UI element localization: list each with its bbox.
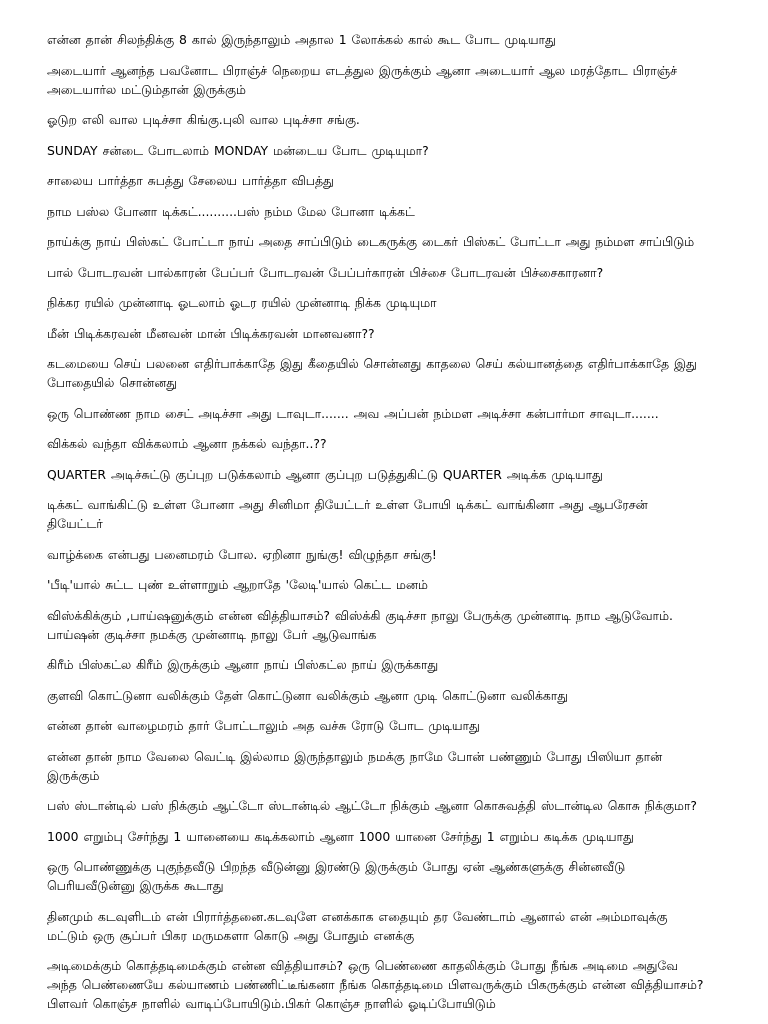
joke-paragraph-10: மீன் பிடிக்கரவன் மீனவன் மான் பிடிக்கரவன் மானவனா?? bbox=[47, 325, 375, 341]
joke-paragraph-19: கிரீம் பிஸ்கட்ல கிரீம் இருக்கும் ஆனா நாய் பிஸ்கட்ல நாய் இருக்காது bbox=[47, 657, 439, 672]
joke-paragraph-6: நாம பஸ்ல போனா டிக்கட்..........பஸ் நம்ம மேல போனா டிக்கட் bbox=[47, 203, 415, 219]
joke-paragraph-7: நாய்க்கு நாய் பிஸ்கட் போட்டா நாய் அதை சாப்பிடும் டைகருக்கு டைகர் பிஸ்கட் போட்டா அது நம்மள சாப்பிடும் bbox=[47, 234, 695, 249]
joke-paragraph-2: அடையார் ஆனந்த பவனோட பிராஞ்ச் நெறைய எடத்துல இருக்கும் ஆனா அடையார் ஆல மரத்தோட பிராஞ்ச் அடையார்ல மட்டும்தான் இருக்கும் bbox=[47, 62, 677, 97]
joke-paragraph-22: என்ன தான் நாம வேலை வெட்டி இல்லாம இருந்தாலும் நமக்கு நாமே போன் பண்ணும் போது பிஸியா தான் இருக்கும் bbox=[47, 748, 663, 783]
joke-paragraph-17: 'பீடி'யால் சுட்ட புண் உள்ளாறும் ஆறாதே 'லேடி'யால் கெட்ட மனம் bbox=[47, 577, 428, 592]
joke-paragraph-1: என்ன தான் சிலந்திக்கு 8 கால் இருந்தாலும் அதால 1 லோக்கல் கால் கூட போட முடியாது bbox=[47, 32, 556, 47]
joke-paragraph-15: டிக்கட் வாங்கிட்டு உள்ள போனா அது சினிமா தியேட்டர் உள்ள போயி டிக்கட் வாங்கினா அது ஆபரேசன் தியேட்டர் bbox=[47, 497, 648, 531]
joke-paragraph-3: ஓடுற எலி வால புடிச்சா கிங்கு.புலி வால புடிச்சா சங்கு. bbox=[47, 112, 360, 127]
joke-paragraph-20: குளவி கொட்டுனா வலிக்கும் தேள் கொட்டுனா வலிக்கும் ஆனா முடி கொட்டுனா வலிக்காது bbox=[47, 687, 569, 703]
joke-paragraph-9: நிக்கர ரயில் முன்னாடி ஓடலாம் ஓடர ரயில் முன்னாடி நிக்க முடியுமா bbox=[47, 295, 437, 310]
joke-paragraph-4: SUNDAY சன்டை போடலாம் MONDAY மன்டைய போட முடியுமா? bbox=[47, 142, 429, 158]
joke-paragraph-25: ஒரு பொண்ணுக்கு புகுந்தவீடு பிறந்த வீடுன்னு இரண்டு இருக்கும் போது ஏன் ஆண்களுக்கு சின்னவீடு பெரியவீடுன்னு இருக்க கூடாது bbox=[47, 859, 626, 893]
joke-paragraph-12: ஒரு பொண்ண நாம சைட் அடிச்சா அது டாவுடா....... அவ அப்பன் நம்மள அடிச்சா கன்பார்மா சாவுடா....... bbox=[47, 405, 659, 421]
joke-paragraph-18: விஸ்க்கிக்கும் ,பாய்ஷனுக்கும் என்ன வித்தியாசம்? விஸ்க்கி குடிச்சா நாலு பேருக்கு முன்னாடி நாம ஆடுவோம். பாய்ஷன் குடிச்சா நமக்கு முன்னாடி நாலு பேர் ஆடுவாங்க bbox=[47, 607, 673, 642]
joke-paragraph-24: 1000 எறும்பு சேர்ந்து 1 யானையை கடிக்கலாம் ஆனா 1000 யானை சேர்ந்து 1 எறும்ப கடிக்க முடியாது bbox=[47, 828, 634, 844]
joke-paragraph-5: சாலைய பார்த்தா சுபத்து சேலைய பார்த்தா விபத்து bbox=[47, 173, 334, 188]
joke-paragraph-11: கடமையை செய் பலனை எதிர்பாக்காதே இது கீதையில் சொன்னது காதலை செய் கல்யானத்தை எதிர்பாக்காதே இது போதையில் சொன்னது bbox=[47, 356, 697, 390]
joke-paragraph-27: அடிமைக்கும் கொத்தடிமைக்கும் என்ன வித்தியாசம்? ஒரு பெண்ணை காதலிக்கும் போது நீங்க அடிமை அதுவே அந்த பெண்ணையே கல்யாணம் பண்ணிட்டீங்கனா நீங்க கொத்தடிமை பிளவருக்கும் பிகருக்கும் என்ன வித்தியாசம்? பிளவர் கொஞ்ச நாளில் வாடிப்போயிடும்.பிகர் கொஞ்ச நாளில் ஓடிப்போயிடும் bbox=[47, 958, 704, 1011]
joke-paragraph-26: தினமும் கடவுளிடம் என் பிரார்த்தனை.கடவுளே எனக்காக எதையும் தர வேண்டாம் ஆனால் என் அம்மாவுக்கு மட்டும் ஒரு சூப்பர் பிகர மருமகளா கொடு அது போதும் எனக்கு bbox=[47, 908, 668, 943]
joke-paragraph-14: QUARTER அடிச்சுட்டு குப்புற படுக்கலாம் ஆனா குப்புற படுத்துகிட்டு QUARTER அடிக்க முடியாது bbox=[47, 466, 603, 482]
joke-paragraph-8: பால் போடரவன் பால்காரன் பேப்பர் போடரவன் பேப்பர்காரன் பிச்சை போடரவன் பிச்சைகாரனா? bbox=[47, 264, 604, 280]
joke-paragraph-23: பஸ் ஸ்டான்டில் பஸ் நிக்கும் ஆட்டோ ஸ்டான்டில் ஆட்டோ நிக்கும் ஆனா கொசுவத்தி ஸ்டான்டில கொசு நிக்குமா? bbox=[47, 798, 697, 813]
joke-paragraph-21: என்ன தான் வாழைமரம் தார் போட்டாலும் அத வச்சு ரோடு போட முடியாது bbox=[47, 718, 480, 733]
joke-paragraph-16: வாழ்க்கை என்பது பனைமரம் போல. ஏறினா நுங்கு! விழுந்தா சங்கு! bbox=[47, 546, 437, 562]
joke-paragraph-13: விக்கல் வந்தா விக்கலாம் ஆனா நக்கல் வந்தா..?? bbox=[47, 436, 327, 451]
